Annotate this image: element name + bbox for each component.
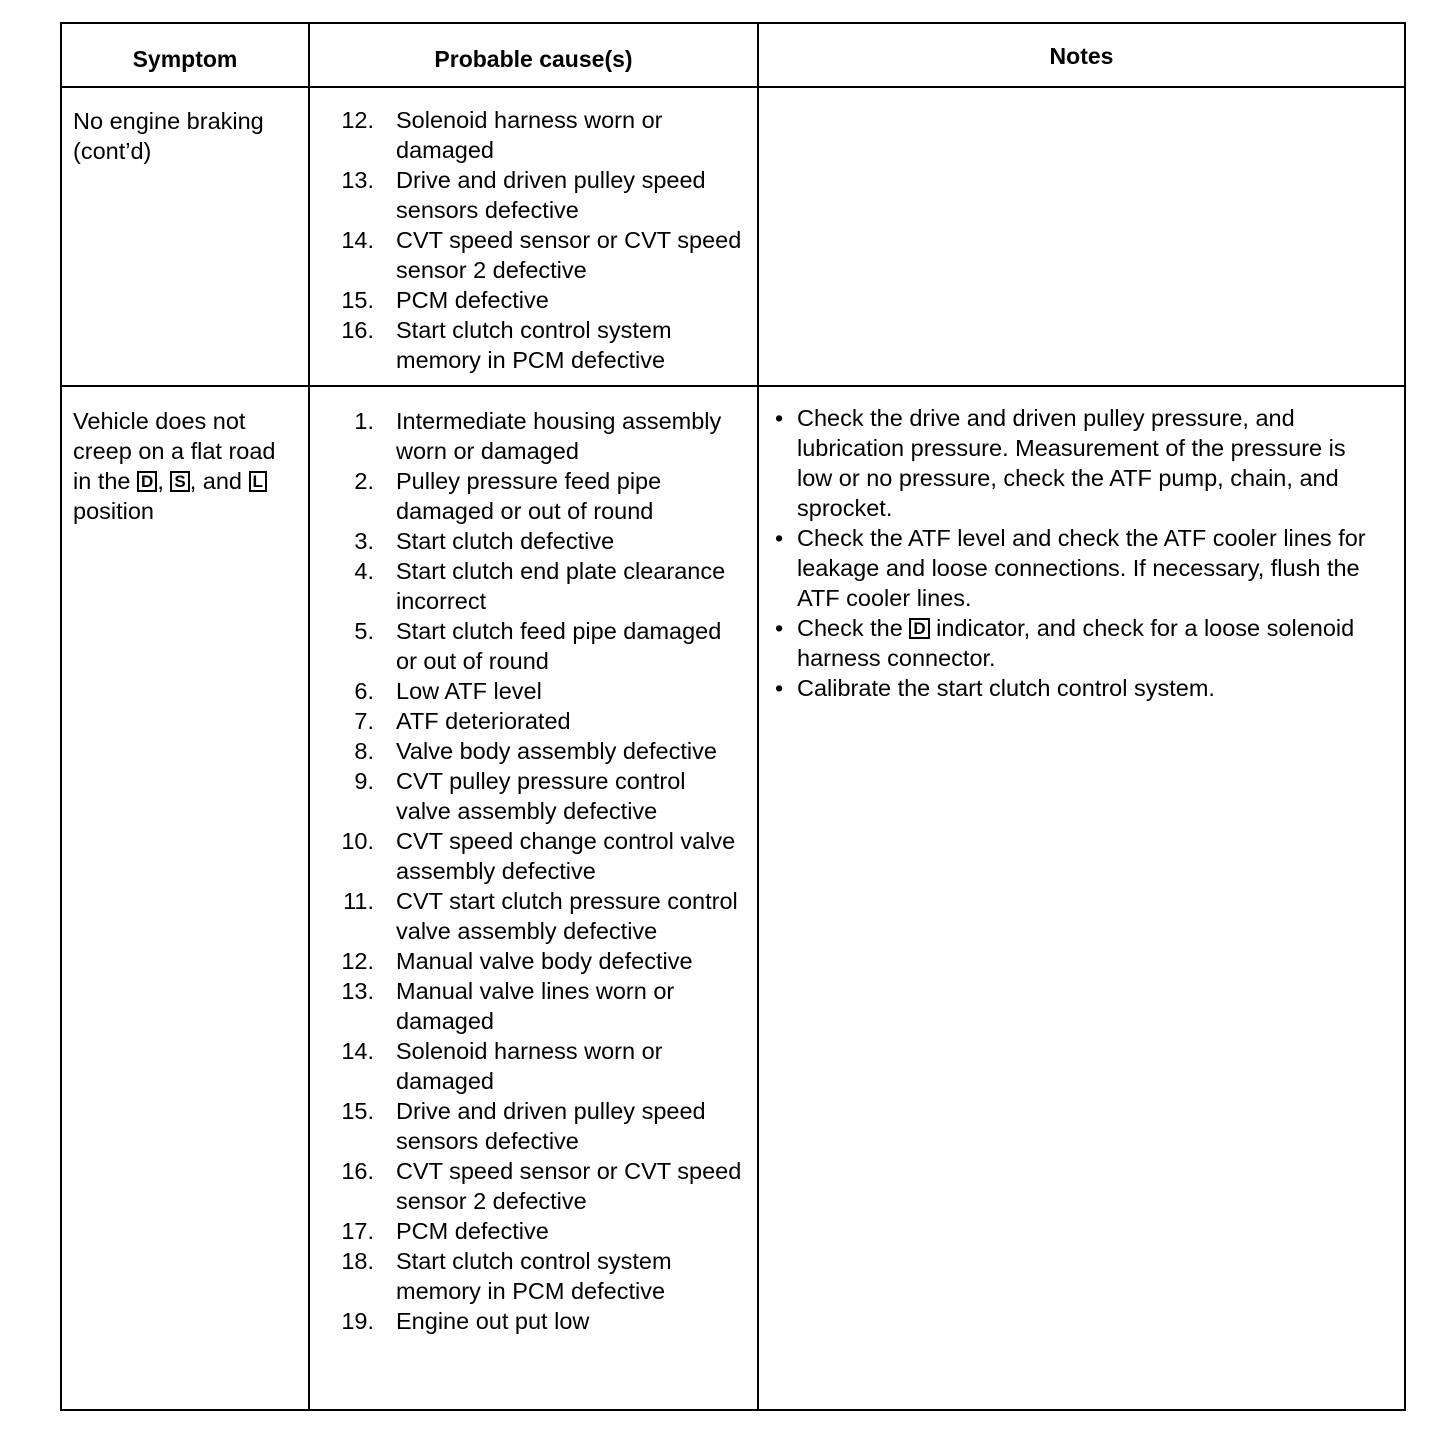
- header-symptom: Symptom: [132, 46, 238, 72]
- list-item: 15. PCM defective: [341, 287, 549, 313]
- list-item: 6. Low ATF level: [354, 678, 542, 704]
- list-item: 10. CVT speed change control valve assembly defective: [341, 828, 736, 884]
- list-item: 5. Start clutch feed pipe damaged or out of round: [354, 618, 722, 674]
- d-position-key-icon: D: [137, 471, 157, 492]
- list-item: 16. Start clutch control system memory in PCM defective: [341, 317, 672, 373]
- list-item: 7. ATF deteriorated: [354, 708, 571, 734]
- list-item: 4. Start clutch end plate clearance incorrect: [354, 558, 726, 614]
- row-divider: [62, 385, 1404, 387]
- row1-symptom-line: (cont’d): [73, 138, 152, 164]
- list-item: 12. Solenoid harness worn or damaged: [341, 107, 663, 163]
- header-probable-causes: Probable cause(s): [434, 46, 633, 72]
- row2-symptom-line: Vehicle does not: [73, 408, 246, 434]
- list-item: 13. Manual valve lines worn or damaged: [341, 978, 675, 1034]
- row1-symptom: [73, 106, 305, 166]
- column-divider-2: [757, 24, 759, 1409]
- list-item: 17. PCM defective: [341, 1218, 549, 1244]
- list-item: 13. Drive and driven pulley speed sensors defective: [341, 167, 706, 223]
- list-item: 2. Pulley pressure feed pipe damaged or out of round: [354, 468, 662, 524]
- header-notes: Notes: [1049, 43, 1114, 69]
- list-item: 16. CVT speed sensor or CVT speed sensor 2 defective: [341, 1158, 742, 1214]
- note-item: • Calibrate the start clutch control system.: [775, 675, 1215, 701]
- d-indicator-key-icon: D: [909, 618, 929, 639]
- list-item: 15. Drive and driven pulley speed sensors defective: [341, 1098, 706, 1154]
- row2-symptom: [73, 406, 305, 526]
- l-position-key-icon: L: [249, 471, 267, 492]
- list-item: 9. CVT pulley pressure control valve assembly defective: [354, 768, 686, 824]
- list-item: 14. Solenoid harness worn or damaged: [341, 1038, 663, 1094]
- column-divider-1: [308, 24, 310, 1409]
- list-item: 14. CVT speed sensor or CVT speed sensor 2 defective: [341, 227, 742, 283]
- row2-symptom-line: in the D , S , and L: [73, 466, 305, 496]
- row2-symptom-line: position: [73, 498, 154, 524]
- list-item: 8. Valve body assembly defective: [354, 738, 717, 764]
- note-item: • Check the D indicator, and check for a loose solenoid harness connector.: [775, 615, 1355, 671]
- list-item: 12. Manual valve body defective: [341, 948, 693, 974]
- note-item: • Check the ATF level and check the ATF cooler lines for leakage and loose connections. If necessary, flush the ATF cooler lines.: [775, 525, 1366, 611]
- list-item: 11. CVT start clutch pressure control valve assembly defective: [343, 888, 738, 944]
- note-item: • Check the drive and driven pulley pressure, and lubrication pressure. Measurement of the pressure is low or no pressure, check the ATF pump, chain, and sprocket.: [775, 405, 1346, 521]
- list-item: 3. Start clutch defective: [354, 528, 615, 554]
- troubleshooting-table: [60, 22, 1406, 1411]
- list-item: 18. Start clutch control system memory in PCM defective: [341, 1248, 672, 1304]
- list-item: 19. Engine out put low: [341, 1308, 590, 1334]
- row2-symptom-line: creep on a flat road: [73, 438, 276, 464]
- row2-causes: [338, 406, 746, 1336]
- row1-causes: [338, 105, 746, 375]
- s-position-key-icon: S: [170, 471, 189, 492]
- header-divider: [62, 86, 1404, 88]
- list-item: 1. Intermediate housing assembly worn or damaged: [354, 408, 722, 464]
- row2-notes: [775, 403, 1385, 703]
- row1-symptom-line: No engine braking: [73, 108, 264, 134]
